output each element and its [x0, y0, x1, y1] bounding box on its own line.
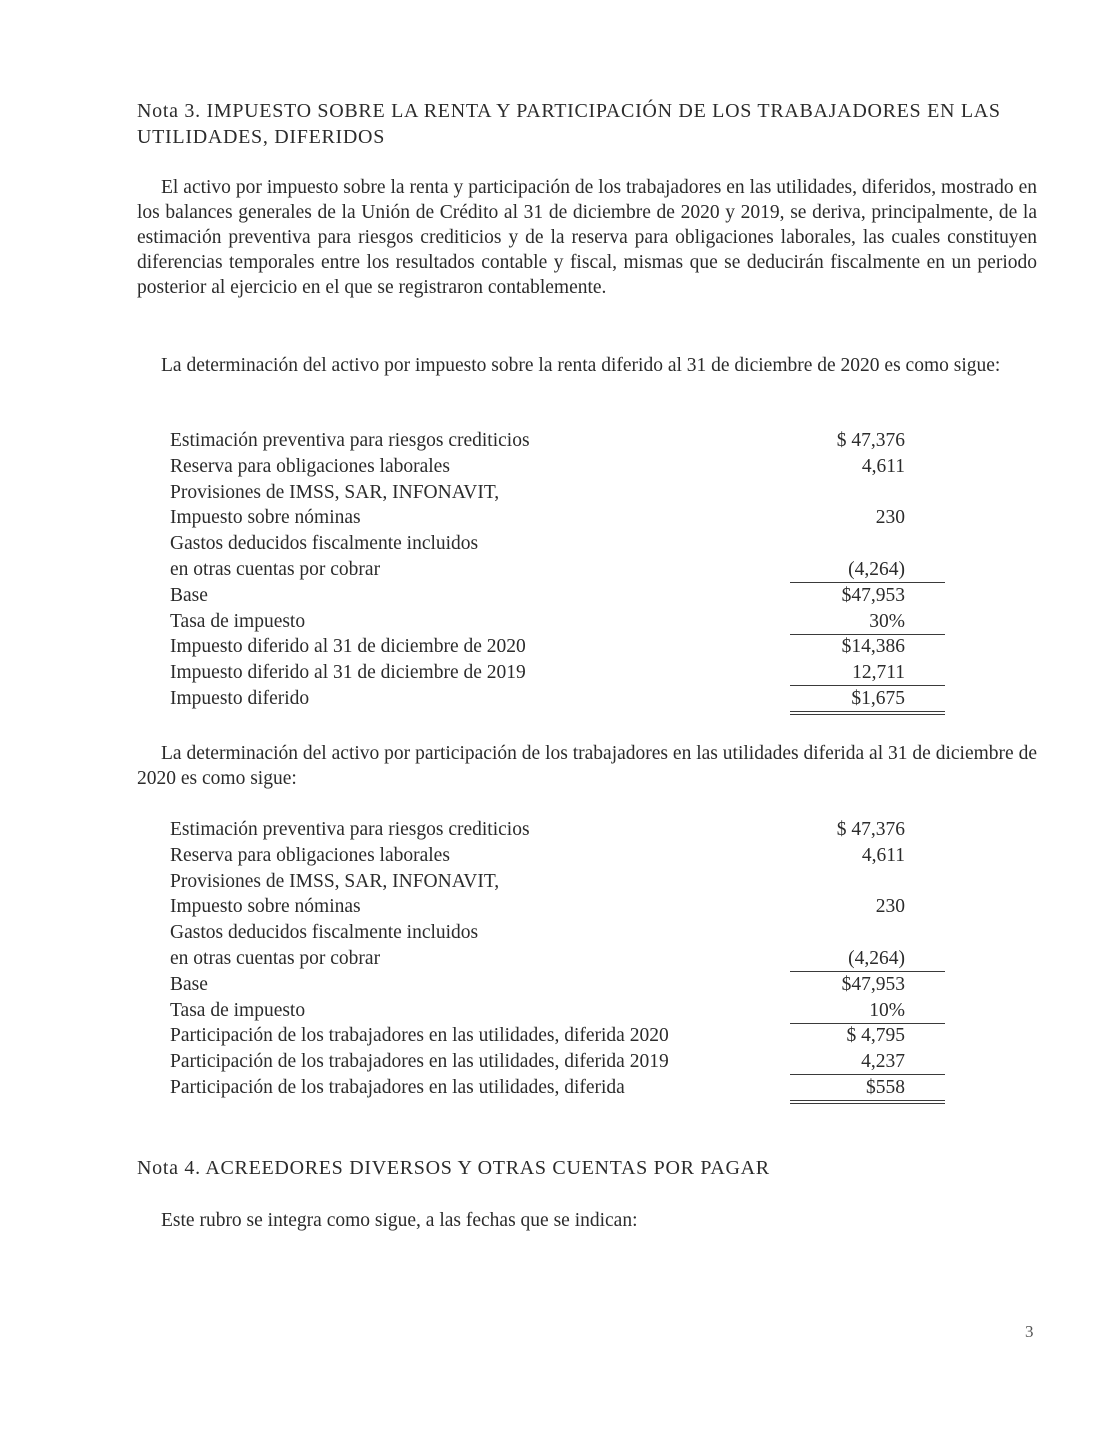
row-label: Gastos deducidos fiscalmente incluidos — [170, 922, 479, 944]
row-label: Base — [170, 584, 208, 606]
row-label: Participación de los trabajadores en las utilidades, diferida 2019 — [170, 1051, 669, 1073]
row-label: Estimación preventiva para riesgos crediticios — [170, 819, 530, 840]
table-row — [170, 686, 950, 712]
table-row — [170, 869, 950, 895]
row-value: 4,611 — [861, 844, 905, 866]
table-row — [170, 946, 950, 972]
row-value: $ 47,376 — [836, 819, 905, 840]
row-value: 230 — [875, 896, 905, 918]
table-row — [170, 998, 950, 1024]
row-label: en otras cuentas por cobrar — [170, 558, 381, 580]
row-value: $47,953 — [841, 584, 905, 606]
table-row — [170, 428, 950, 454]
table-row — [170, 920, 950, 946]
row-label: Impuesto diferido — [170, 687, 310, 709]
row-value: $47,953 — [841, 973, 905, 995]
table-row — [170, 1075, 950, 1101]
table-row — [170, 557, 950, 583]
row-label: Reserva para obligaciones laborales — [170, 844, 450, 866]
row-label: Provisiones de IMSS, SAR, INFONAVIT, — [170, 870, 500, 892]
note-3-title: Nota 3. IMPUESTO SOBRE LA RENTA Y PARTICIPACIÓN DE LOS TRABAJADORES EN LAS UTILIDADES, DIFERIDOS — [137, 100, 1001, 148]
row-label: Impuesto diferido al 31 de diciembre de 2019 — [170, 662, 526, 684]
row-value: 4,237 — [790, 1049, 945, 1074]
table-row — [170, 817, 950, 843]
row-label: Impuesto diferido al 31 de diciembre de 2020 — [170, 636, 526, 658]
row-value: 10% — [790, 998, 945, 1023]
table-row — [170, 505, 950, 531]
ptu-table-intro: La determinación del activo por participación de los trabajadores en las utilidades diferida al 31 de diciembre de 2020 es como sigue: — [137, 743, 1037, 789]
ptu-deferred-table — [170, 817, 950, 1101]
row-value: $558 — [790, 1075, 945, 1100]
row-label: Reserva para obligaciones laborales — [170, 455, 450, 477]
row-value: $1,675 — [790, 686, 945, 711]
row-value: 12,711 — [790, 660, 945, 685]
table-row — [170, 1049, 950, 1075]
table-row — [170, 660, 950, 686]
row-value: $ 4,795 — [846, 1025, 905, 1047]
row-label: Gastos deducidos fiscalmente incluidos — [170, 533, 479, 555]
table-row — [170, 583, 950, 609]
row-value — [790, 480, 945, 505]
row-value: (4,264) — [790, 557, 945, 582]
row-label: Participación de los trabajadores en las utilidades, diferida 2020 — [170, 1025, 669, 1047]
note-4-title: Nota 4. ACREEDORES DIVERSOS Y OTRAS CUENTAS POR PAGAR — [137, 1157, 770, 1179]
row-value: 4,611 — [861, 455, 905, 477]
row-label: Impuesto sobre nóminas — [170, 507, 361, 529]
note-4-intro: Este rubro se integra como sigue, a las fechas que se indican: — [161, 1210, 638, 1231]
isr-deferred-table — [170, 428, 950, 712]
row-label: Estimación preventiva para riesgos crediticios — [170, 430, 530, 451]
row-label: Impuesto sobre nóminas — [170, 896, 361, 918]
row-value — [790, 869, 945, 894]
row-value: $14,386 — [841, 636, 905, 658]
table-row — [170, 609, 950, 635]
row-label: Tasa de impuesto — [170, 610, 306, 632]
page-number: 3 — [1025, 1322, 1034, 1341]
table-row — [170, 843, 950, 869]
isr-table-intro: La determinación del activo por impuesto sobre la renta diferido al 31 de diciembre de 2020 es como sigue: — [161, 355, 1001, 376]
note-3-paragraph-intro: El activo por impuesto sobre la renta y participación de los trabajadores en las utilidades, diferidos, mostrado en los balances generales de la Unión de Crédito al 31 de diciembre de 2020 y 2019, se deriva, principalmente, de la estimación preventiva para riesgos crediticios y de la reserva para obligaciones laborales, las cuales constituyen diferencias temporales entre los resultados contable y fiscal, mismas que se deducirán fiscalmente en un periodo posterior al ejercicio en el que se registraron contablemente. — [137, 177, 1037, 298]
row-value: $ 47,376 — [836, 430, 905, 451]
row-label: Participación de los trabajadores en las utilidades, diferida — [170, 1076, 625, 1098]
table-row — [170, 454, 950, 480]
row-label: Base — [170, 973, 208, 995]
table-row — [170, 894, 950, 920]
table-row — [170, 1023, 950, 1049]
table-row — [170, 972, 950, 998]
table-row — [170, 480, 950, 506]
row-label: Tasa de impuesto — [170, 999, 306, 1021]
row-value — [790, 531, 945, 556]
row-value: 230 — [875, 507, 905, 529]
row-value: 30% — [790, 609, 945, 634]
row-label: en otras cuentas por cobrar — [170, 947, 381, 969]
row-value: (4,264) — [790, 946, 945, 971]
row-label: Provisiones de IMSS, SAR, INFONAVIT, — [170, 481, 500, 503]
row-value — [790, 920, 945, 945]
table-row — [170, 531, 950, 557]
table-row — [170, 634, 950, 660]
